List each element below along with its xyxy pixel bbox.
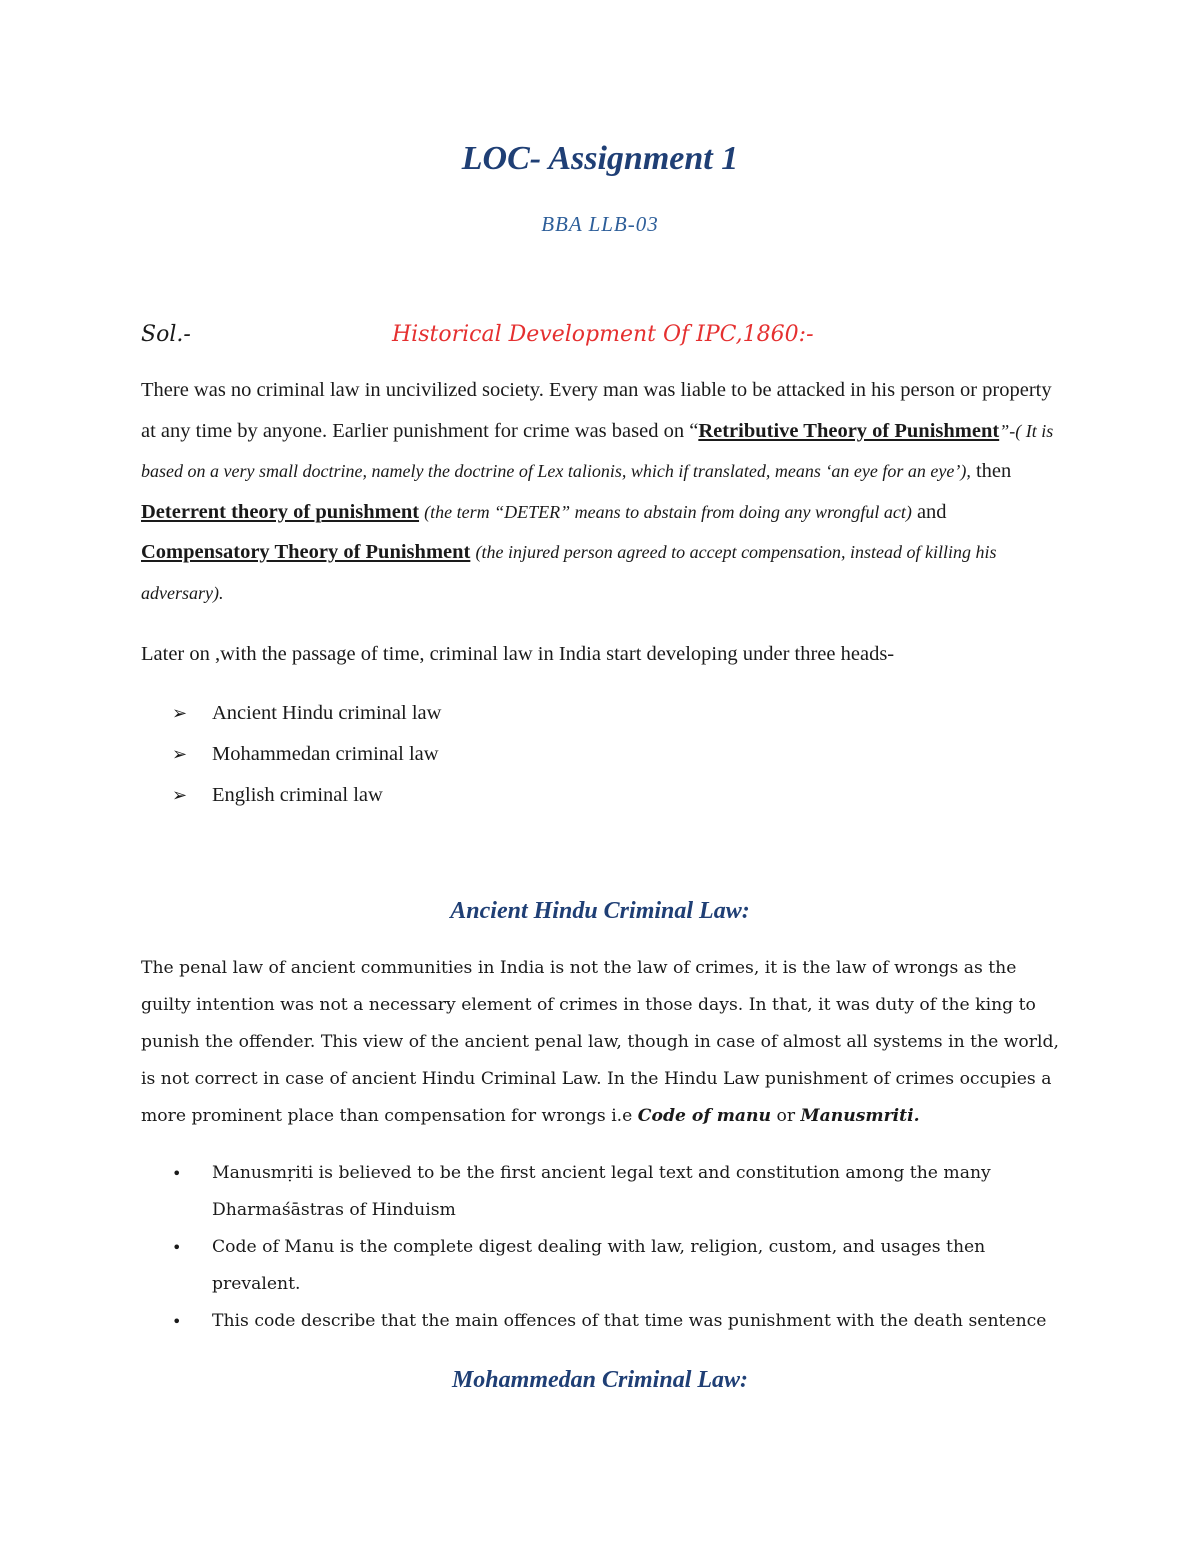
compensatory-description: (the injured person agreed to accept compensation, instead of killing his adversary). — [141, 542, 997, 603]
intro-text: There was no criminal law in uncivilized society. Every man was liable to be attacked in his person or property at any time by anyone. Earlier punishment for crime was based on — [141, 379, 1052, 442]
heads-intro: Later on ,with the passage of time, criminal law in India start developing under three heads- — [141, 643, 895, 665]
retributive-theory: Retributive Theory of Punishment — [698, 419, 1000, 442]
heads-list — [172, 693, 441, 816]
list-item: • This code describe that the main offences of that time was punishment with the death sentence — [172, 1303, 1052, 1340]
bullet-icon: • — [172, 1238, 182, 1257]
document-title: LOC- Assignment 1 — [461, 140, 739, 177]
list-item: • Code of Manu is the complete digest dealing with law, religion, custom, and usages then prevalent. — [172, 1229, 1052, 1303]
solution-heading: Historical Development Of IPC,1860:- — [392, 322, 814, 347]
section-heading-mohammedan: Mohammedan Criminal Law: — [451, 1367, 749, 1393]
then-text: then — [970, 460, 1012, 482]
intro-paragraph — [141, 370, 1071, 613]
solution-label: Sol.- — [141, 322, 191, 347]
bullet-icon: • — [172, 1164, 182, 1183]
compensatory-theory: Compensatory Theory of Punishment — [141, 541, 471, 563]
and-text: and — [911, 500, 947, 523]
hindu-paragraph: The penal law of ancient communities in India is not the law of crimes, it is the law of wrongs as the guilty intention was not a necessary element of crimes in those days. In that, it was duty of the king to punish the offender. This view of the ancient penal law, though in case of almost all systems in the world, is not correct in case of ancient Hindu Criminal Law. In the Hindu Law punishment of crimes occupies a more prominent place than compensation for wrongs i.e Code of manu or Manusmriti. — [141, 958, 1059, 1126]
list-item: ➢ English criminal law — [172, 775, 441, 816]
code-of-manu: Code of manu — [637, 1106, 772, 1126]
deterrent-description: (the term “DETER” means to abstain from doing any wrongful act) — [424, 501, 912, 522]
retributive-description: ( It is based on a very small doctrine, namely the doctrine of Lex talionis, which if translated, means ‘an eye for an eye’), — [141, 420, 1054, 481]
solution-line — [141, 322, 1061, 354]
deterrent-theory: Deterrent theory of punishment — [141, 500, 420, 523]
arrow-bullet-icon: ➢ — [172, 703, 188, 723]
bullet-icon: • — [172, 1312, 182, 1331]
list-item: ➢ Ancient Hindu criminal law — [172, 693, 441, 734]
list-item: ➢ Mohammedan criminal law — [172, 734, 441, 775]
document-subtitle: BBA LLB-03 — [541, 212, 659, 236]
list-item: • Manusmṛiti is believed to be the first ancient legal text and constitution among the many Dharmaśāstras of Hinduism — [172, 1155, 1052, 1229]
close-quote: ”- — [999, 420, 1016, 441]
open-quote: “ — [689, 419, 699, 442]
arrow-bullet-icon: ➢ — [172, 785, 188, 805]
arrow-bullet-icon: ➢ — [172, 744, 188, 764]
manusmriti: Manusmriti. — [800, 1106, 920, 1126]
section-heading-hindu: Ancient Hindu Criminal Law: — [450, 898, 750, 924]
hindu-bullet-list — [172, 1155, 1052, 1340]
